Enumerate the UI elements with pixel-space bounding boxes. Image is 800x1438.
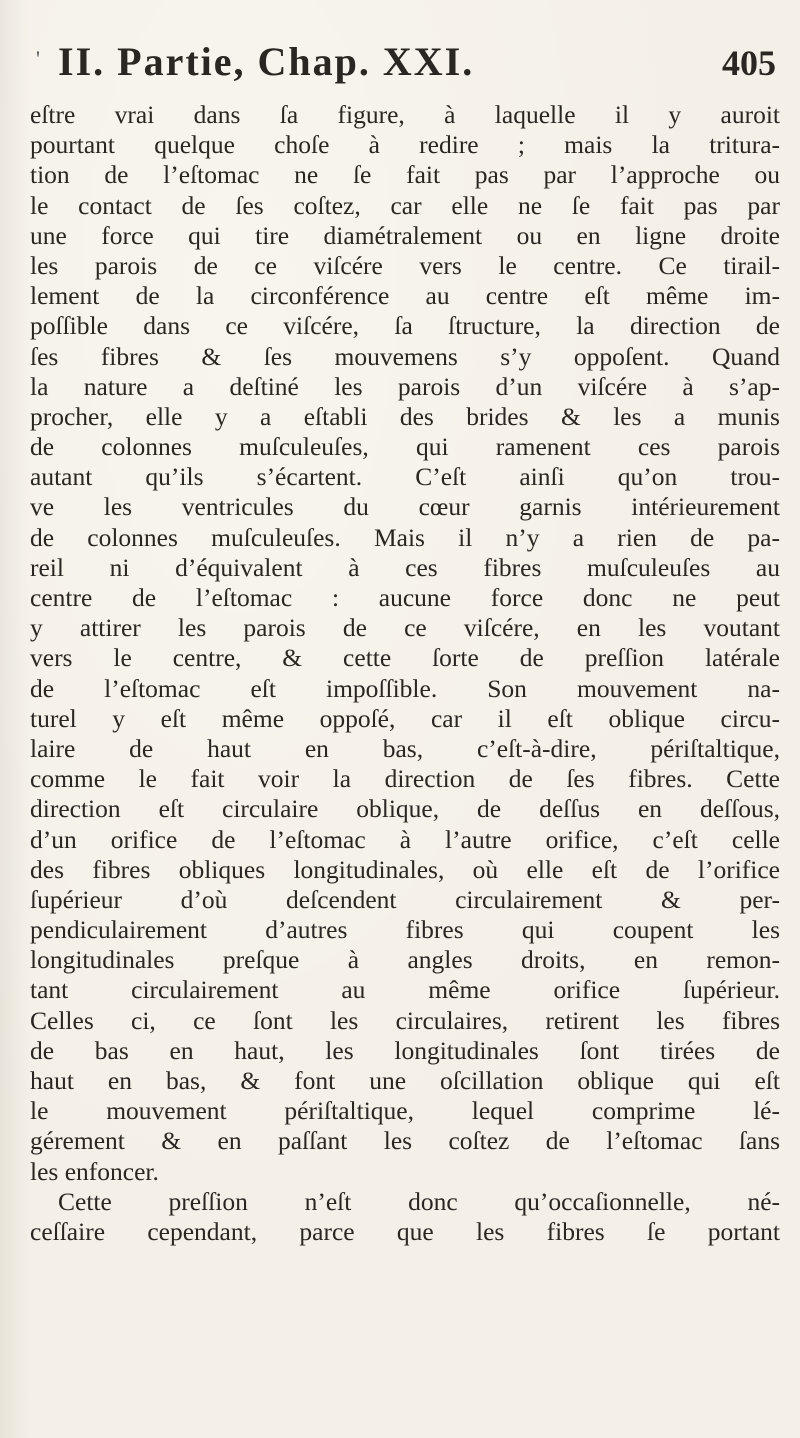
text-line: ſupérieur d’où deſcendent circulairement & per- <box>30 884 780 914</box>
text-line: une force qui tire diamétralement ou en ligne droite <box>30 220 780 250</box>
text-line: poſſible dans ce viſcére, ſa ſtructure, la direction de <box>30 311 780 341</box>
text-line: procher, elle y a eſtabli des brides & les a munis <box>30 401 780 431</box>
text-line: lement de la circonférence au centre eſt même im- <box>30 281 780 311</box>
text-line: de l’eſtomac eſt impoſſible. Son mouvement na- <box>30 673 780 703</box>
text-line: de bas en haut, les longitudinales ſont tirées de <box>30 1035 780 1065</box>
text-line: eſtre vrai dans ſa figure, à laquelle il y auroit <box>30 100 780 129</box>
text-line: direction eſt circulaire oblique, de deſſus en deſſous, <box>30 794 780 824</box>
text-line: haut en bas, & font une oſcillation oblique qui eſt <box>30 1066 780 1095</box>
text-line: la nature a deſtiné les parois d’un viſcére à s’ap- <box>30 371 780 401</box>
text-line: le mouvement périſtaltique, lequel comprime lé- <box>30 1096 780 1126</box>
text-line: longitudinales preſque à angles droits, en remon- <box>30 945 780 975</box>
text-line: laire de haut en bas, c’eſt-à-dire, périſtaltique, <box>30 733 780 763</box>
text-line: ceſſaire cependant, parce que les fibres ſe portant <box>30 1216 780 1246</box>
text-line: tion de l’eſtomac ne ſe fait pas par l’approche ou <box>30 160 780 190</box>
text-line: de colonnes muſculeuſes. Mais il n’y a rien de pa- <box>30 522 780 552</box>
text-line: le contact de ſes coſtez, car elle ne ſe fait pas par <box>30 190 780 220</box>
text-line: pendiculairement d’autres fibres qui coupent les <box>30 915 780 945</box>
text-line: Cette preſſion n’eſt donc qu’occaſionnelle, né- <box>58 1186 780 1216</box>
text-line: les enfoncer. <box>30 1156 159 1186</box>
text-line: ſes fibres & ſes mouvemens s’y oppoſent. Quand <box>30 341 780 371</box>
text-line: tant circulairement au même orifice ſupérieur. <box>30 975 780 1005</box>
text-line: gérement & en paſſant les coſtez de l’eſtomac ſans <box>30 1126 780 1156</box>
text-line: pourtant quelque choſe à redire ; mais la tritura- <box>30 130 780 160</box>
text-line: centre de l’eſtomac : aucune force donc ne peut <box>30 583 780 612</box>
text-line: turel y eſt même oppoſé, car il eſt oblique circu- <box>30 703 780 733</box>
text-line: des fibres obliques longitudinales, où elle eſt de l’orifice <box>30 854 780 884</box>
running-header <box>36 38 776 98</box>
page-number: 405 <box>722 43 776 83</box>
stray-mark: ' <box>36 46 40 71</box>
text-line: vers le centre, & cette ſorte de preſſion latérale <box>30 643 780 673</box>
text-line: Celles ci, ce ſont les circulaires, retirent les fibres <box>30 1005 780 1035</box>
text-line: ve les ventricules du cœur garnis intérieurement <box>30 492 780 522</box>
text-line: comme le fait voir la direction de ſes fibres. Cette <box>30 764 780 794</box>
text-line: les parois de ce viſcére vers le centre. Ce tirail- <box>30 250 780 280</box>
text-line: d’un orifice de l’eſtomac à l’autre orifice, c’eſt celle <box>30 824 780 854</box>
text-line: autant qu’ils s’écartent. C’eſt ainſi qu’on trou- <box>30 462 780 492</box>
text-line: de colonnes muſculeuſes, qui ramenent ces parois <box>30 432 780 462</box>
running-title: II. Partie, Chap. XXI. <box>58 39 475 84</box>
text-line: y attirer les parois de ce viſcére, en les voutant <box>30 613 780 643</box>
text-line: reil ni d’équivalent à ces fibres muſculeuſes au <box>30 552 780 582</box>
body-text <box>30 100 780 1247</box>
